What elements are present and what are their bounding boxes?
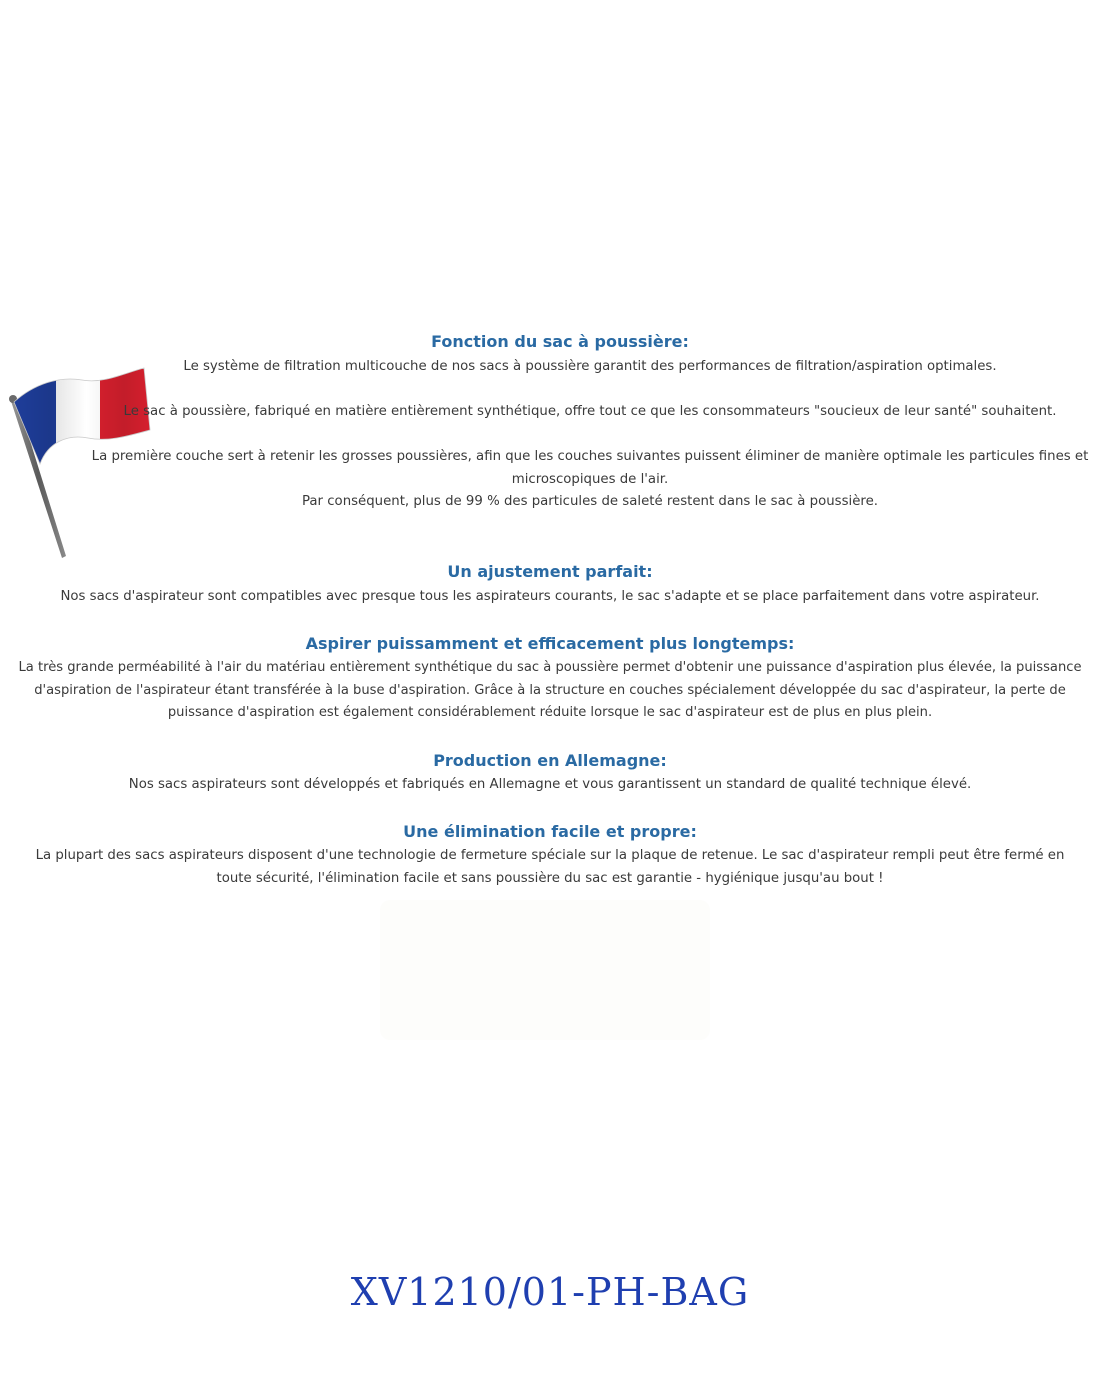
product-code: XV1210/01-PH-BAG bbox=[350, 1270, 750, 1314]
section-dust-bag-function bbox=[0, 332, 1100, 514]
paragraph: La très grande perméabilité à l'air du matériau entièrement synthétique du sac à poussière permet d'obtenir une puissance d'aspiration plus élevée, la puissance d'aspiration de l'aspirateur étant transférée à la buse d'aspiration. Grâce à la structure en couches spécialement développée du sac d'aspirateur, la perte de puissance d'aspiration est également considérablement réduite lorsque le sac d'aspirateur est de plus en plus plein. bbox=[18, 660, 1082, 720]
paragraph: La plupart des sacs aspirateurs disposent d'une technologie de fermeture spéciale sur la plaque de retenue. Le sac d'aspirateur rempli peut être fermé en toute sécurité, l'élimination facile et sans poussière du sac est garantie - hygiénique jusqu'au bout ! bbox=[35, 848, 1065, 886]
paragraph: Nos sacs d'aspirateur sont compatibles avec presque tous les aspirateurs courants, le sac s'adapte et se place parfaitement dans votre aspirateur. bbox=[60, 589, 1040, 604]
section-made-in-germany bbox=[0, 751, 1100, 797]
paragraph: Le sac à poussière, fabriqué en matière entièrement synthétique, offre tout ce que les consommateurs "soucieux de leur santé" souhaitent. bbox=[123, 404, 1057, 419]
section-heading: Fonction du sac à poussière: bbox=[431, 332, 689, 351]
paragraph: Par conséquent, plus de 99 % des particules de saleté restent dans le sac à poussière. bbox=[301, 494, 878, 509]
faded-image-area bbox=[380, 900, 710, 1040]
section-perfect-fit bbox=[0, 562, 1100, 609]
section-easy-disposal bbox=[0, 822, 1100, 890]
section-powerful-suction bbox=[0, 634, 1100, 725]
section-heading: Une élimination facile et propre: bbox=[403, 822, 697, 841]
paragraph: Nos sacs aspirateurs sont développés et fabriqués en Allemagne et vous garantissent un standard de qualité technique élevé. bbox=[128, 777, 972, 792]
section-heading: Un ajustement parfait: bbox=[447, 562, 653, 581]
paragraph: Le système de filtration multicouche de nos sacs à poussière garantit des performances de filtration/aspiration optimales. bbox=[183, 359, 997, 374]
section-heading: Aspirer puissamment et efficacement plus longtemps: bbox=[305, 634, 795, 653]
section-heading: Production en Allemagne: bbox=[433, 751, 667, 770]
paragraph: La première couche sert à retenir les grosses poussières, afin que les couches suivantes puissent éliminer de manière optimale les particules fines et microscopiques de l'air. bbox=[91, 449, 1089, 487]
